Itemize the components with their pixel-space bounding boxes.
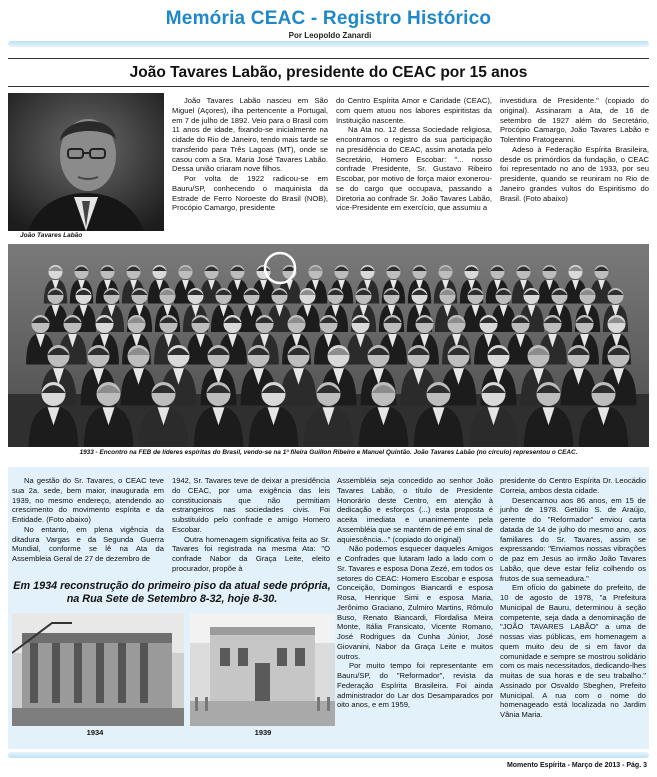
paragraph: João Tavares Labão nasceu em São Miguel (Açores), ilha pertencente a Portugal, em 7 de julho de 1892. Veio para o Brasil com 11 anos de idade, fixando-se inicialmente na cidade do Rio de Janeiro, tendo mais tarde se transferido para Três Lagoas (MT), onde se casou com a Sra. Maria José Tavares Labão. Dessa união criaram nove filhos. bbox=[172, 96, 328, 174]
photo-year-1934: 1934 bbox=[86, 728, 104, 737]
lower-column-1 bbox=[12, 476, 164, 564]
paragraph: 1942, Sr. Tavares teve de deixar a presidência do CEAC, por uma exigência das leis constitucionais que não permitiam estrangeiros nas sociedades civis. Foi substituído pelo confrade e amigo Homero Escobar. bbox=[172, 476, 330, 534]
lower-column-2 bbox=[172, 476, 330, 574]
paragraph: Na Ata no. 12 dessa Sociedade religiosa, encontramos o registro da sua participação na presidência do CEAC, assim anotada pelo Secretário, Homero Escobar: "... nosso confrade Presidente, Sr. Gustavo Ribeiro Escobar, por motivo de força maior exonerou-se do cargo que occupava, passando a Diretoria ao confrade Sr. João Tavares Labão, vice-Presidente em exercício, que assumiu a bbox=[336, 125, 492, 213]
group-photo-caption: 1933 - Encontro na FEB de líderes espíritas do Brasil, vendo-se na 1ª fileira Guillon Ribeiro e Manuel Quintão. João Tavares Labão (no círculo) representou o CEAC. bbox=[79, 449, 578, 456]
paragraph: investidura de Presidente." (copiado do original). Assinaram a Ata, de 16 de setembro de 1927 além do Secretário, Procópio Camargo, João Tavares Labão e Tolentino Fratogeanni. bbox=[500, 96, 649, 144]
footer-bar bbox=[8, 752, 649, 758]
photo-year-1939: 1939 bbox=[254, 728, 272, 737]
paragraph: Outra homenagem significativa feita ao Sr. Tavares foi registrada na mesma Ata: "O confrade Nabor da Graça Leite, eleito procurador, propõe à bbox=[172, 534, 330, 573]
paragraph: Na gestão do Sr. Tavares, o CEAC teve sua 2a. sede, bem maior, inaugurada em 1939, no mesmo endereço, atendendo ao crescimento do movimento espírita e da Entidade. (Foto abaixo) bbox=[12, 476, 164, 524]
paragraph: presidente do Centro Espírita Dr. Leocádio Correia, ambos desta cidade. bbox=[500, 476, 646, 495]
paragraph: Em ofício do gabinete do prefeito, de 10 de agosto de 1978, "a Prefeitura Municipal de Bauru, determinou à seção competente, seja dada a denominação de "JOÃO TAVARES LABÃO" a uma de nossas vias públicas, em homenagem a quem muito deu de si em favor da comunidade e sempre se mostrou solidário com os mais necessitados, dedicando-lhes muitas de sua horas e de seu trabalho." Assinado por Osvaldo Sbeghen, Prefeito Municipal. A rua com o nome do homenageado está localizada no Jardim Vânia Maria. bbox=[500, 583, 646, 719]
article-column-1 bbox=[172, 96, 328, 213]
portrait-caption: João Tavares Labão bbox=[20, 232, 83, 239]
article-headline: João Tavares Labão, presidente do CEAC por 15 anos bbox=[129, 64, 528, 81]
group-photo-1933 bbox=[8, 244, 649, 447]
paragraph: Adeso à Federação Espírita Brasileira, desde os primórdios da fundação, o CEAC foi representado no ano de 1933, por seu presidente, quando se reuniram no Rio de Janeiro grandes vultos do Espiritismo do Brasil. (Foto abaixo) bbox=[500, 144, 649, 203]
headline-rule-bottom bbox=[8, 86, 649, 87]
building-photo-1934 bbox=[12, 613, 184, 726]
pull-quote: Em 1934 reconstrução do primeiro piso da atual sede própria, na Rua Sete de Setembro 8-32, hoje 8-30. bbox=[13, 580, 331, 605]
footer-text: Momento Espírita - Março de 2013 - Pág. 3 bbox=[506, 762, 647, 769]
byline: Por Leopoldo Zanardi bbox=[288, 31, 372, 40]
paragraph: do Centro Espírita Amor e Caridade (CEAC), com quem atuou nos labores espiritistas da Instituição nascente. bbox=[336, 96, 492, 125]
paragraph: Não podemos esquecer daqueles Amigos e Confrades que lutaram lado a lado com o Sr. Tavares e esposa Dona Zezé, em todos os setores do CEAC: Homero Escobar e esposa Conceição, Domingos Biancardi e esposa Rosa, Henrique Simi e esposa Maria, Jerônimo Graciano, Zulmiro Martins, Rômulo Buso, Renato Biancardi, Flordalisa Meira Monte, Itália Fransicato, Vicente Romano, José Rodrigues da Cunha Júnior, José Giovanini, Nabor da Graça Leite e muitos outros. bbox=[337, 544, 493, 661]
portrait-photo bbox=[8, 93, 164, 231]
lower-column-4 bbox=[500, 476, 646, 720]
building-photo-1939 bbox=[190, 613, 335, 726]
paragraph: Assembléia seja concedido ao senhor João Tavares Labão, o título de Presidente Honorário deste Centro, em atenção à dedicação e esforços (...) esta proposta é aceita imediata e unanimemente pela Assembléia que se mantém de pé em sinal de aquiescência..." (copiado do original) bbox=[337, 476, 493, 544]
article-column-2 bbox=[336, 96, 492, 213]
article-column-3 bbox=[500, 96, 649, 203]
page-title: Memória CEAC - Registro Histórico bbox=[165, 8, 492, 29]
paragraph: No entanto, em plena vigência da ditadura Vargas e da Segunda Guerra Mundial, conforme se lê na Ata da Assembleia Geral de 27 de dezembro de bbox=[12, 524, 164, 563]
header-bar bbox=[8, 41, 649, 47]
paragraph: Por muito tempo foi representante em Bauru/SP, do "Reformador", revista da Federação Espírita Brasileira. Foi ainda administrador do Lar dos Desamparados por oito anos, e em 1959, bbox=[337, 661, 493, 710]
headline-rule-top bbox=[8, 58, 649, 59]
paragraph: Por volta de 1922 radicou-se em Bauru/SP, conhecendo o maquinista da Estrade de Ferro Noroeste do Brasil (NOB), Procópio Camargo, presidente bbox=[172, 174, 328, 213]
lower-column-3 bbox=[337, 476, 493, 710]
paragraph: Desencarnou aos 86 anos, em 15 de junho de 1978. Getúlio S. de Araújo, gerente do "Reformador" enviou carta datada de 14 de julho do mesmo ano, aos familiares do Sr. Tavares, assim se expressando: "Enviamos nossas vibrações de paz em Jesus ao irmão João Tavares Labão, que deve estar feliz colhendo os frutos de sua semeadura." bbox=[500, 495, 646, 583]
